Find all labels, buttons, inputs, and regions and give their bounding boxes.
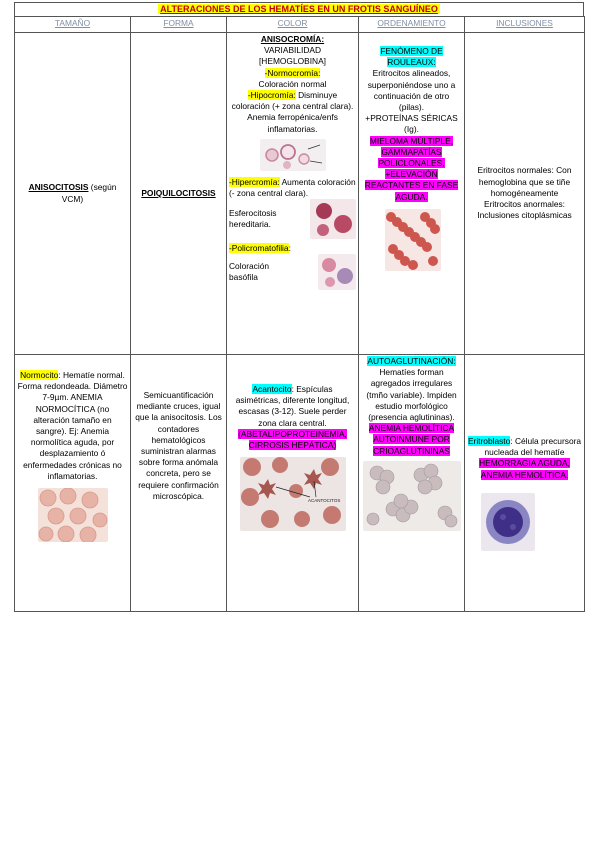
- anisocitosis-term: ANISOCITOSIS: [28, 182, 89, 193]
- cell-anisocitosis: [15, 33, 131, 355]
- rouleaux-proteinas: +PROTEÍNAS SÉRICAS (Ig).: [365, 113, 458, 135]
- cell-normocito: [15, 355, 131, 612]
- policromatofilia-colon: :: [288, 243, 291, 254]
- cell-autoaglutinacion: [359, 355, 465, 612]
- policromatofilia-term: -Policromatofilia: [229, 243, 289, 254]
- anisocromia-line2: [HEMOGLOBINA]: [258, 56, 326, 67]
- autoaglutinacion-photo: [363, 461, 461, 531]
- normocromia-text: Coloración normal: [258, 78, 327, 89]
- header-tamano: TAMAÑO: [15, 17, 131, 33]
- inclusiones-text1: Eritrocitos normales: Con hemoglobina que se tiñe homogéneamente: [477, 165, 572, 198]
- header-forma: FORMA: [131, 17, 227, 33]
- anisocromia-heading: ANISOCROMÍA:: [260, 34, 325, 44]
- header-ordenamiento: ORDENAMIENTO: [359, 17, 465, 33]
- cell-poiquilocitosis: [131, 33, 227, 355]
- eritroblasto-text: : Célula precursora nucleada del hematíe: [484, 436, 582, 458]
- hipocromia-photo: [260, 139, 326, 171]
- header-color: COLOR: [227, 17, 359, 33]
- normocito-text: : Hematíe normal. Forma redondeada. Diámetro 7-9µm. ANEMIA NORMOCÍTICA (no alteración tamaño en sangre). Ej: Anemia normolítica aguda, por desplazamiento ó enfermedades crónicas no inflamatorias.: [17, 370, 128, 481]
- acantocito-photo: [240, 457, 346, 531]
- cell-rouleaux: [359, 33, 465, 355]
- cell-eritroblasto: [465, 355, 585, 612]
- document-sheet: [14, 2, 584, 612]
- normocito-photo: [38, 488, 108, 542]
- header-inclusiones: INCLUSIONES: [465, 17, 585, 33]
- acantocito-term: Acantocito: [252, 384, 292, 394]
- table-row: [15, 355, 585, 612]
- document-title-row: [14, 2, 584, 16]
- alterations-table: [14, 16, 585, 612]
- hipocromia-text: Disminuye coloración (+ zona central clara). Anemia ferropénica/enfs inflamatorias.: [231, 90, 354, 134]
- table-row: [15, 33, 585, 355]
- autoaglutinacion-highlight: ANEMIA HEMOLÍTICA AUTOINMUNE POR CRIOAGLUTININAS: [368, 423, 455, 456]
- poiquilocitosis-desc-text: Semicuantificación mediante cruces, igual que la anisocitosis. Los contadores hematológicos suministran alarmas sobre forma anómala concreta, pero se requiere confirmación microscópica.: [135, 390, 222, 501]
- rouleaux-photo: [385, 209, 441, 271]
- policromatofilia-text: Coloración basófila: [229, 261, 270, 283]
- cell-inclusiones-normales: [465, 33, 585, 355]
- poiquilocitosis-term: POIQUILOCITOSIS: [141, 187, 216, 198]
- rouleaux-heading: FENÓMENO DE ROULEAUX:: [380, 46, 443, 68]
- document-title: ALTERACIONES DE LOS HEMATÍES EN UN FROTIS SANGUÍNEO: [160, 4, 438, 14]
- acantocito-highlight: (ABETALIPOPROTEINEMIA, CIRROSIS HEPÁTICA): [238, 428, 347, 451]
- acantocito-text: : Espículas asimétricas, diferente longitud, escasas (3-12). Suele perder zona clara central.: [235, 384, 350, 428]
- cell-acantocito: [227, 355, 359, 612]
- eritroblasto-photo: [481, 493, 535, 551]
- cell-poiquilocitosis-desc: [131, 355, 227, 612]
- inclusiones-text2: Eritrocitos anormales: Inclusiones citoplásmicas: [477, 199, 572, 221]
- policromatofilia-photo: [318, 254, 356, 290]
- header-row: [15, 17, 585, 33]
- acantocito-photo-label: ACANTOCITOS: [307, 498, 340, 504]
- rouleaux-highlight: MIELOMA MÚLTIPLE, GAMMAPATÍAS POLICLONALES, +ELEVACIÓN REACTANTES EN FASE AGUDA.: [364, 135, 459, 202]
- anisocitosis-text: (según VCM): [61, 182, 117, 204]
- autoaglutinacion-text: Hematíes forman agregados irregulares (tmño variable). Impiden estudio morfológico (presencia aglutininas).: [366, 367, 457, 423]
- autoaglutinacion-heading: AUTOAGLUTINACIÓN:: [367, 356, 456, 366]
- rouleaux-text: Eritrocitos alineados, superponiéndose uno a continuación de otro (pilas).: [367, 68, 456, 113]
- hipocromia-term: -Hipocromía:: [247, 90, 296, 101]
- eritroblasto-highlight: HEMORRAGIA AGUDA, ANEMIA HEMOLÍTICA.: [479, 458, 570, 480]
- cell-anisocromia: [227, 33, 359, 355]
- hipercromia-photo: [310, 199, 356, 239]
- anisocromia-line1: VARIABILIDAD: [263, 45, 322, 56]
- normocromia-term: -Normocromía:: [264, 67, 321, 78]
- hipercromia-term: -Hipercromía:: [229, 176, 280, 187]
- hipercromia-sub: Esferocitosis hereditaria.: [229, 208, 277, 230]
- eritroblasto-term: Eritroblasto: [467, 436, 511, 446]
- normocito-term: Normocito: [20, 370, 59, 380]
- hipercromia-text: Aumenta coloración (- zona central clara).: [229, 176, 356, 199]
